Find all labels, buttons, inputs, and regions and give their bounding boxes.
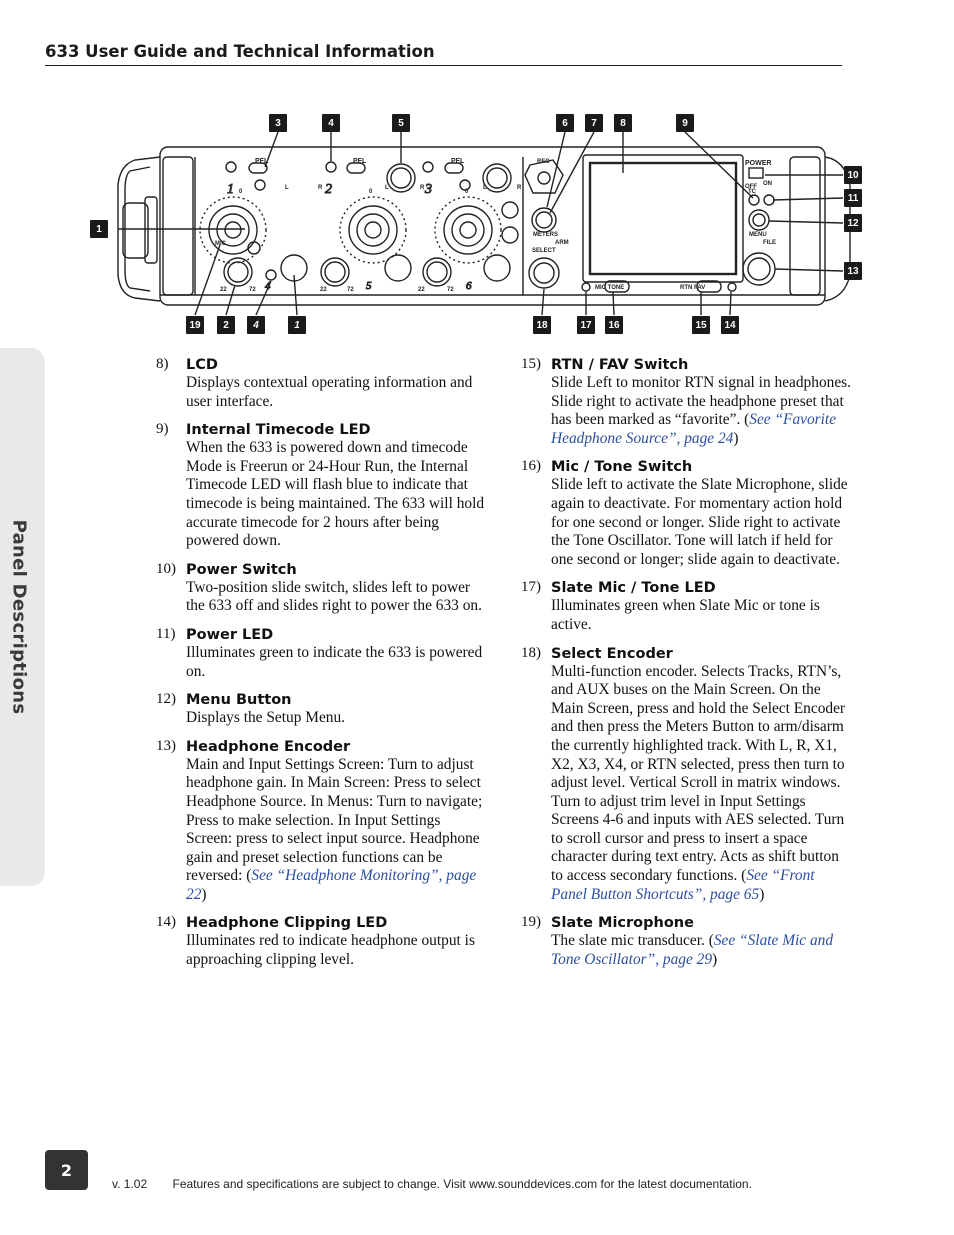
- label-z5: 22: [418, 287, 425, 293]
- entry-number: 12): [156, 691, 176, 708]
- label-zero-1: 0: [239, 189, 243, 195]
- label-on: ON: [763, 181, 772, 187]
- callout-12: 12: [844, 214, 862, 232]
- entry-body: Illuminates green to indicate the 633 is powered on.: [186, 643, 483, 680]
- label-zero-3: 0: [465, 189, 469, 195]
- entry-title: Mic / Tone Switch: [551, 459, 693, 476]
- entry-body: Slide left to activate the Slate Microphone, slide again to deactivate. For momentary action hold for one second or longer. Slide right to activate the Tone Oscillator. Tone will latch if held for one second or longer; slide again to deactivate.: [551, 476, 848, 568]
- entry-title: Select Encoder: [551, 645, 673, 662]
- entry-number: 14): [156, 914, 176, 931]
- entry-number: 13): [156, 737, 176, 754]
- footer-version: v. 1.02: [112, 1177, 148, 1191]
- entry-13: [152, 738, 487, 905]
- label-menu: MENU: [749, 232, 767, 238]
- front-panel-drawing: [85, 105, 875, 345]
- side-tab-text: Panel Descriptions: [8, 519, 30, 715]
- label-off: OFF: [745, 184, 757, 190]
- label-mic-tone: MIC TONE: [595, 285, 625, 291]
- label-rec: REC: [537, 159, 550, 165]
- label-pfl-3: PFL: [451, 158, 465, 165]
- entry-title: LCD: [186, 357, 218, 373]
- left-column: [152, 356, 487, 980]
- entry-body: Two-position slide switch, slides left to power the 633 off and slides right to power the 633 on.: [186, 578, 482, 615]
- callout-13: 13: [844, 262, 862, 280]
- callout-7: 7: [585, 114, 603, 132]
- entry-10: [152, 561, 487, 616]
- cross-reference-link[interactable]: See “Headphone Monitoring”, page 22: [186, 867, 477, 903]
- cross-reference-link[interactable]: See “Front Panel Button Shortcuts”, page 65: [551, 867, 815, 903]
- callout-17: 17: [577, 316, 595, 334]
- entry-body: When the 633 is powered down and timecode Mode is Freerun or 24-Hour Run, the Internal Timecode LED will flash blue to indicate that timecode is being maintained. The 633 will hold accurate timecode for 2 hours after being powered down.: [186, 439, 485, 550]
- entry-body: Displays contextual operating information and user interface.: [186, 374, 473, 410]
- callout-16: 16: [605, 316, 623, 334]
- entry-number: 19): [521, 914, 541, 931]
- entry-body: Displays the Setup Menu.: [186, 709, 346, 727]
- label-z2: 72: [249, 287, 256, 293]
- entry-title: Menu Button: [186, 692, 292, 709]
- label-r2: R: [420, 185, 425, 191]
- entry-body: Slide Left to monitor RTN signal in headphones. Slide right to activate the headphone preset that has been marked as “favorite”. (See “Favorite Headphone Source”, page 24): [551, 374, 852, 447]
- label-l1: L: [285, 185, 289, 191]
- label-arm: ARM: [555, 240, 569, 246]
- label-r3: R: [517, 185, 522, 191]
- cross-reference-link[interactable]: See “Favorite Headphone Source”, page 24: [551, 411, 837, 447]
- callout-15: 15: [692, 316, 710, 334]
- entry-body: Illuminates red to indicate headphone output is approaching clipping level.: [186, 932, 475, 969]
- entry-14: [152, 914, 487, 969]
- label-tc: TC: [748, 189, 756, 195]
- label-mic: MIC: [215, 241, 226, 247]
- callout-4: 4: [322, 114, 340, 132]
- callout-1-left: 1: [90, 220, 108, 238]
- label-z6: 72: [447, 287, 454, 293]
- entry-body: Illuminates green when Slate Mic or tone is active.: [551, 597, 820, 633]
- callout-18: 18: [533, 316, 551, 334]
- label-z1: 22: [220, 287, 227, 293]
- entry-16: [517, 458, 852, 569]
- label-file: FILE: [763, 240, 776, 246]
- callout-5: 5: [392, 114, 410, 132]
- callout-11: 11: [844, 189, 862, 207]
- label-meters: METERS: [533, 232, 559, 238]
- label-z3: 22: [320, 287, 327, 293]
- entry-9: [152, 421, 487, 551]
- label-ch-3: 3: [425, 182, 432, 197]
- entry-number: 10): [156, 560, 176, 577]
- entry-title: Power Switch: [186, 561, 297, 578]
- callout-8: 8: [614, 114, 632, 132]
- entry-title: Slate Mic / Tone LED: [551, 580, 716, 597]
- label-ch-6: 6: [466, 280, 472, 292]
- callout-10: 10: [844, 166, 862, 184]
- callout-6: 6: [556, 114, 574, 132]
- entry-number: 8): [156, 356, 169, 372]
- entry-11: [152, 626, 487, 681]
- entry-body: Multi-function encoder. Selects Tracks, RTN’s, and AUX buses on the Main Screen. On the Main Screen, press and hold the Select Encoder and then press the Meters Button to arm/disarm the currently highlighted track. With L, R, X1, X2, X3, X4, or RTN selected, press then turn to adjust level. Vertical Scroll in matrix windows. Turn to adjust trim level in Input Settings Screens 4-6 and inputs with AES selected. Turn to scroll cursor and press to insert a space character during text entry. Acts as shift button to access secondary functions. (See “Front Panel Button Shortcuts”, page 65): [551, 662, 846, 903]
- label-zero-2: 0: [369, 189, 373, 195]
- entry-body: Main and Input Settings Screen: Turn to adjust headphone gain. In Main Screen: Press to select Headphone Source. In Menus: Turn to navigate; Press to make selection. In Input Settings Screen: press to select input source. Headphone gain and preset selection functions can be reversed: (See “Headphone Monitoring”, page 22): [186, 755, 483, 903]
- label-ch-4: 4: [265, 280, 271, 292]
- entry-8: [152, 356, 487, 411]
- label-r1: R: [318, 185, 323, 191]
- label-pfl-1: PFL: [255, 158, 269, 165]
- entry-18: [517, 645, 852, 905]
- entry-number: 17): [521, 579, 541, 596]
- label-rtn-fav: RTN FAV: [680, 285, 706, 291]
- entry-17: [517, 579, 852, 634]
- header-rule: [45, 65, 842, 66]
- label-ch-2: 2: [325, 182, 332, 197]
- label-ch-5: 5: [366, 280, 372, 292]
- entry-number: 15): [521, 356, 541, 372]
- front-panel-diagram: [85, 105, 875, 345]
- label-l3: L: [483, 185, 487, 191]
- callout-3: 3: [269, 114, 287, 132]
- entry-title: RTN / FAV Switch: [551, 357, 689, 373]
- callout-2: 2: [217, 316, 235, 334]
- entry-title: Headphone Clipping LED: [186, 915, 388, 932]
- label-select: SELECT: [532, 248, 556, 254]
- entry-title: Headphone Encoder: [186, 738, 351, 755]
- footer: [112, 1177, 752, 1191]
- callout-19: 19: [186, 316, 204, 334]
- page-number-badge: 2: [45, 1150, 88, 1190]
- entry-body: The slate mic transducer. (See “Slate Mic and Tone Oscillator”, page 29): [551, 932, 834, 968]
- callout-9: 9: [676, 114, 694, 132]
- callout-4-bottom: 4: [247, 316, 265, 334]
- page-header-title: 633 User Guide and Technical Information: [45, 42, 435, 61]
- label-ch-1: 1: [227, 182, 234, 197]
- entry-12: [152, 691, 487, 728]
- label-z4: 72: [347, 287, 354, 293]
- right-column: [517, 356, 852, 979]
- entry-19: [517, 914, 852, 969]
- label-l2: L: [385, 185, 389, 191]
- callout-1-bottom: 1: [288, 316, 306, 334]
- label-power: POWER: [745, 160, 772, 167]
- entry-title: Internal Timecode LED: [186, 422, 371, 439]
- callout-14: 14: [721, 316, 739, 334]
- entry-number: 18): [521, 644, 541, 661]
- footer-notice: Features and specifications are subject to change. Visit www.sounddevices.com for the latest documentation.: [172, 1177, 752, 1191]
- entry-title: Slate Microphone: [551, 915, 694, 932]
- label-pfl-2: PFL: [353, 158, 367, 165]
- entry-number: 9): [156, 421, 169, 438]
- cross-reference-link[interactable]: See “Slate Mic and Tone Oscillator”, page 29: [551, 932, 834, 968]
- entry-15: [517, 356, 852, 448]
- entry-title: Power LED: [186, 626, 274, 643]
- entry-number: 11): [156, 625, 176, 642]
- entry-number: 16): [521, 458, 541, 475]
